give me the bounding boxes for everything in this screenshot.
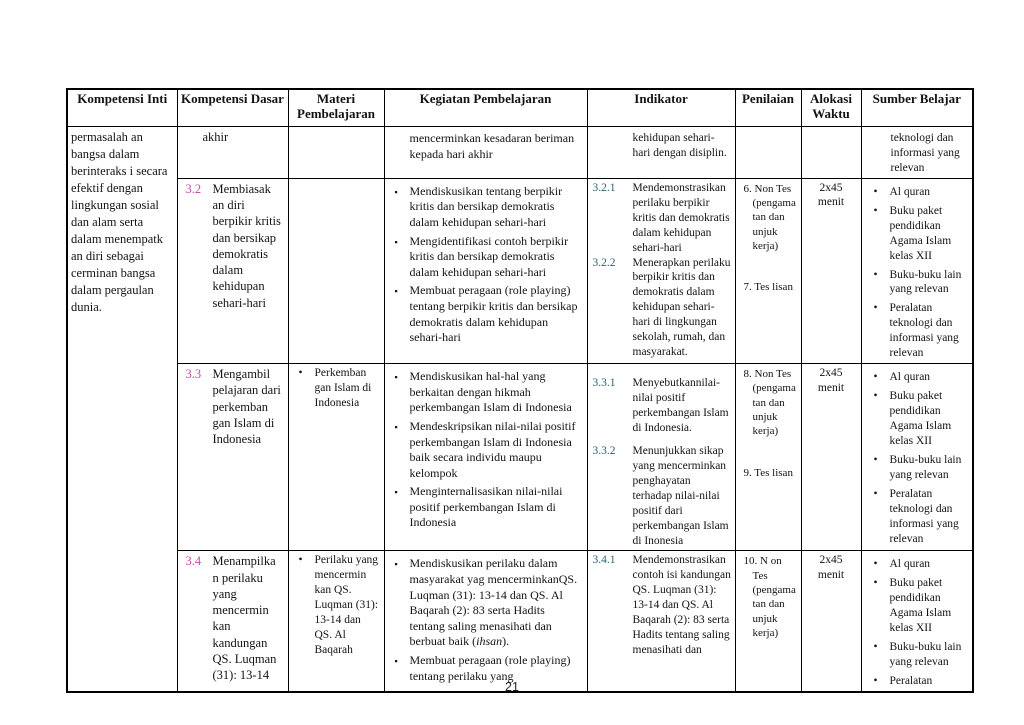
kompetensi-inti-cell: permasalah an bangsa dalam berinteraks i secara efektif dengan lingkungan sosial dan alam serta dalam menempatk an diri sebagai cerminan bangsa dalam pergaulan dunia. (67, 127, 177, 692)
sumber-belajar-cell (861, 364, 973, 551)
col-header-kompetensi-inti: Kompetensi Inti (67, 89, 177, 127)
round-bullet-icon: • (873, 641, 878, 654)
list-item: ▪ Mendiskusikan tentang berpikir kritis dan bersikap demokratis dalam kehidupan sehari-hari (394, 183, 563, 229)
penilaian-cell (735, 178, 801, 363)
list-item: • Peralatan teknologi dan informasi yang relevan (873, 487, 959, 545)
penilaian-item: 9. Tes lisan (743, 466, 793, 479)
indicator-number: 3.2.2 (592, 256, 616, 269)
square-bullet-icon: ▪ (394, 286, 398, 297)
kd-number: 3.4 (185, 554, 202, 569)
list-item: • Peralatan teknologi dan informasi yang relevan (873, 302, 959, 360)
square-bullet-icon: ▪ (394, 186, 398, 197)
round-bullet-icon: • (298, 554, 303, 567)
materi-cell (288, 551, 384, 692)
list-item: • Buku-buku lain yang relevan (873, 641, 962, 669)
square-bullet-icon: ▪ (394, 559, 398, 570)
penilaian-cell (735, 551, 801, 692)
square-bullet-icon: ▪ (394, 372, 398, 383)
indicator-item: 3.2.2 Menerapkan perilaku berpikir kritis dan demokratis dalam kehidupan sehari-hari di lingkungan sekolah, rumah, dan masyarakat. (592, 256, 731, 359)
kd-text: Mengambil pelajaran dari perkemban gan Islam di Indonesia (212, 367, 281, 447)
kd-number: 3.2 (185, 181, 202, 196)
round-bullet-icon: • (298, 367, 303, 380)
col-header-materi-pembelajaran: Materi Pembelajaran (288, 89, 384, 127)
col-header-penilaian: Penilaian (735, 89, 801, 127)
round-bullet-icon: • (873, 371, 878, 384)
col-header-alokasi-waktu: Alokasi Waktu (801, 89, 861, 127)
list-item: • Buku-buku lain yang relevan (873, 453, 962, 481)
indicator-item: 3.3.2 Menunjukkan sikap yang mencerminkan penghayatan terhadap nilai-nilai positif dari perkembangan Islam di Inonesia (592, 444, 729, 547)
round-bullet-icon: • (873, 302, 878, 315)
col-header-kegiatan-pembelajaran: Kegiatan Pembelajaran (384, 89, 587, 127)
list-item: • Al quran (873, 185, 931, 198)
penilaian-item: 6. Non Tes (pengama tan dan unjuk kerja) (743, 182, 796, 252)
round-bullet-icon: • (873, 390, 878, 403)
kegiatan-cell (384, 127, 587, 179)
kegiatan-continuation-text: mencerminkan kesadaran beriman kepada hari akhir (409, 131, 575, 161)
penilaian-item: 7. Tes lisan (743, 281, 793, 294)
indikator-cell (587, 178, 735, 363)
kd-text: Membiasak an diri berpikir kritis dan bersikap demokratis dalam kehidupan sehari-hari (212, 181, 281, 310)
col-header-sumber-belajar: Sumber Belajar (861, 89, 973, 127)
italic-term: ihsan (476, 634, 503, 649)
table-header-row (67, 89, 973, 127)
kegiatan-cell (384, 551, 587, 692)
penilaian-item: 10. N on Tes (pengama tan dan unjuk kerja) (743, 555, 796, 639)
indicator-number: 3.4.1 (592, 554, 616, 567)
list-item: • Al quran (873, 371, 931, 384)
round-bullet-icon: • (873, 268, 878, 281)
list-item: ▪ Menginternalisasikan nilai-nilai positif perkembangan Islam di Indonesia (394, 484, 563, 530)
alokasi-waktu-cell (801, 127, 861, 179)
round-bullet-icon: • (873, 487, 878, 500)
indikator-cell (587, 551, 735, 692)
list-item: ▪ Membuat peragaan (role playing) tentang berpikir kritis dan bersikap demokratis dalam kehidupan sehari-hari (394, 283, 578, 345)
list-item: • Buku paket pendidikan Agama Islam kelas XII (873, 390, 952, 447)
alokasi-value: 2x45 menit (817, 181, 845, 209)
indicator-item: 3.2.1 Mendemonstrasikan perilaku berpikir kritis dan demokratis dalam kehidupan sehari-hari (592, 181, 730, 254)
col-header-kompetensi-dasar: Kompetensi Dasar (177, 89, 288, 127)
penilaian-cell (735, 127, 801, 179)
materi-cell (288, 127, 384, 179)
col-header-indikator: Indikator (587, 89, 735, 127)
table-row (67, 551, 973, 692)
sumber-belajar-cell (861, 551, 973, 692)
kd-text: Menampilka n perilaku yang mencermin kan kandungan QS. Luqman (31): 13-14 (212, 554, 277, 683)
square-bullet-icon: ▪ (394, 236, 398, 247)
table-row (67, 127, 973, 179)
list-item: • Buku paket pendidikan Agama Islam kelas XII (873, 577, 952, 635)
materi-cell (288, 178, 384, 363)
alokasi-waktu-cell (801, 178, 861, 363)
kompetensi-dasar-cell (177, 551, 288, 692)
list-item: ▪ Mendeskripsikan nilai-nilai positif perkembangan Islam di Indonesia baik secara individu maupu kelompok (394, 418, 576, 480)
list-item: ▪ Mendiskusikan hal-hal yang berkaitan dengan hikmah perkembangan Islam di Indonesia (394, 369, 572, 415)
kegiatan-cell (384, 364, 587, 551)
syllabus-table (66, 88, 974, 693)
indicator-item: 3.3.1 Menyebutkannilai-nilai positif perkembangan Islam di Indonesia. (592, 377, 729, 434)
round-bullet-icon: • (873, 185, 878, 198)
alokasi-waktu-cell (801, 364, 861, 551)
kd-number: 3.3 (185, 367, 202, 382)
square-bullet-icon: ▪ (394, 421, 398, 432)
kompetensi-dasar-cell (177, 364, 288, 551)
round-bullet-icon: • (873, 453, 878, 466)
materi-cell (288, 364, 384, 551)
alokasi-value: 2x45 menit (817, 554, 845, 581)
kompetensi-dasar-cell (177, 178, 288, 363)
list-item: • Peralatan (873, 675, 933, 687)
indicator-number: 3.3.1 (592, 377, 616, 390)
list-item: ▪ Mendiskusikan perilaku dalam masyarakat yag mencerminkanQS. Luqman (31): 13-14 dan QS. Al Baqarah (2): 83 serta Hadits tentang saling menasihati dan berbuat baik (ihsan). (394, 556, 578, 649)
sumber-belajar-cell (861, 178, 973, 363)
indicator-number: 3.2.1 (592, 181, 616, 194)
kompetensi-dasar-cell (177, 127, 288, 179)
kd-continuation-text: akhir (202, 130, 229, 144)
indikator-cell (587, 127, 735, 179)
square-bullet-icon: ▪ (394, 487, 398, 498)
list-item: • Perilaku yang mencermin kan QS. Luqman (31): 13-14 dan QS. Al Baqarah (298, 554, 379, 657)
sumber-continuation-text: teknologi dan informasi yang relevan (890, 132, 960, 174)
penilaian-cell (735, 364, 801, 551)
indicator-number: 3.3.2 (592, 444, 616, 457)
list-item: ▪ Mengidentifikasi contoh berpikir kritis dan bersikap demokratis dalam kehidupan sehari-hari (394, 233, 569, 279)
round-bullet-icon: • (873, 577, 878, 590)
list-item: • Al quran (873, 558, 931, 571)
round-bullet-icon: • (873, 675, 878, 687)
page-number: 21 (505, 680, 519, 694)
alokasi-value: 2x45 menit (817, 367, 845, 394)
alokasi-waktu-cell (801, 551, 861, 692)
square-bullet-icon: ▪ (394, 656, 398, 666)
list-item: • Perkemban gan Islam di Indonesia (298, 367, 372, 409)
list-item: ▪ Membuat peragaan (role playing) tentang perilaku yang (394, 653, 571, 683)
indikator-continuation-text: kehidupan sehari-hari dengan disiplin. (632, 132, 727, 159)
table-row (67, 364, 973, 551)
indikator-cell (587, 364, 735, 551)
table-row (67, 178, 973, 363)
round-bullet-icon: • (873, 204, 878, 217)
list-item: • Buku paket pendidikan Agama Islam kelas XII (873, 204, 952, 262)
penilaian-item: 8. Non Tes (pengama tan dan unjuk kerja) (743, 368, 796, 438)
round-bullet-icon: • (873, 558, 878, 571)
kegiatan-cell (384, 178, 587, 363)
indicator-item: 3.4.1 Mendemonstrasikan contoh isi kandungan QS. Luqman (31): 13-14 dan QS. Al Baqarah (2): 83 serta Hadits tentang saling menasihati dan (592, 554, 731, 657)
sumber-belajar-cell (861, 127, 973, 179)
list-item: • Buku-buku lain yang relevan (873, 268, 962, 296)
